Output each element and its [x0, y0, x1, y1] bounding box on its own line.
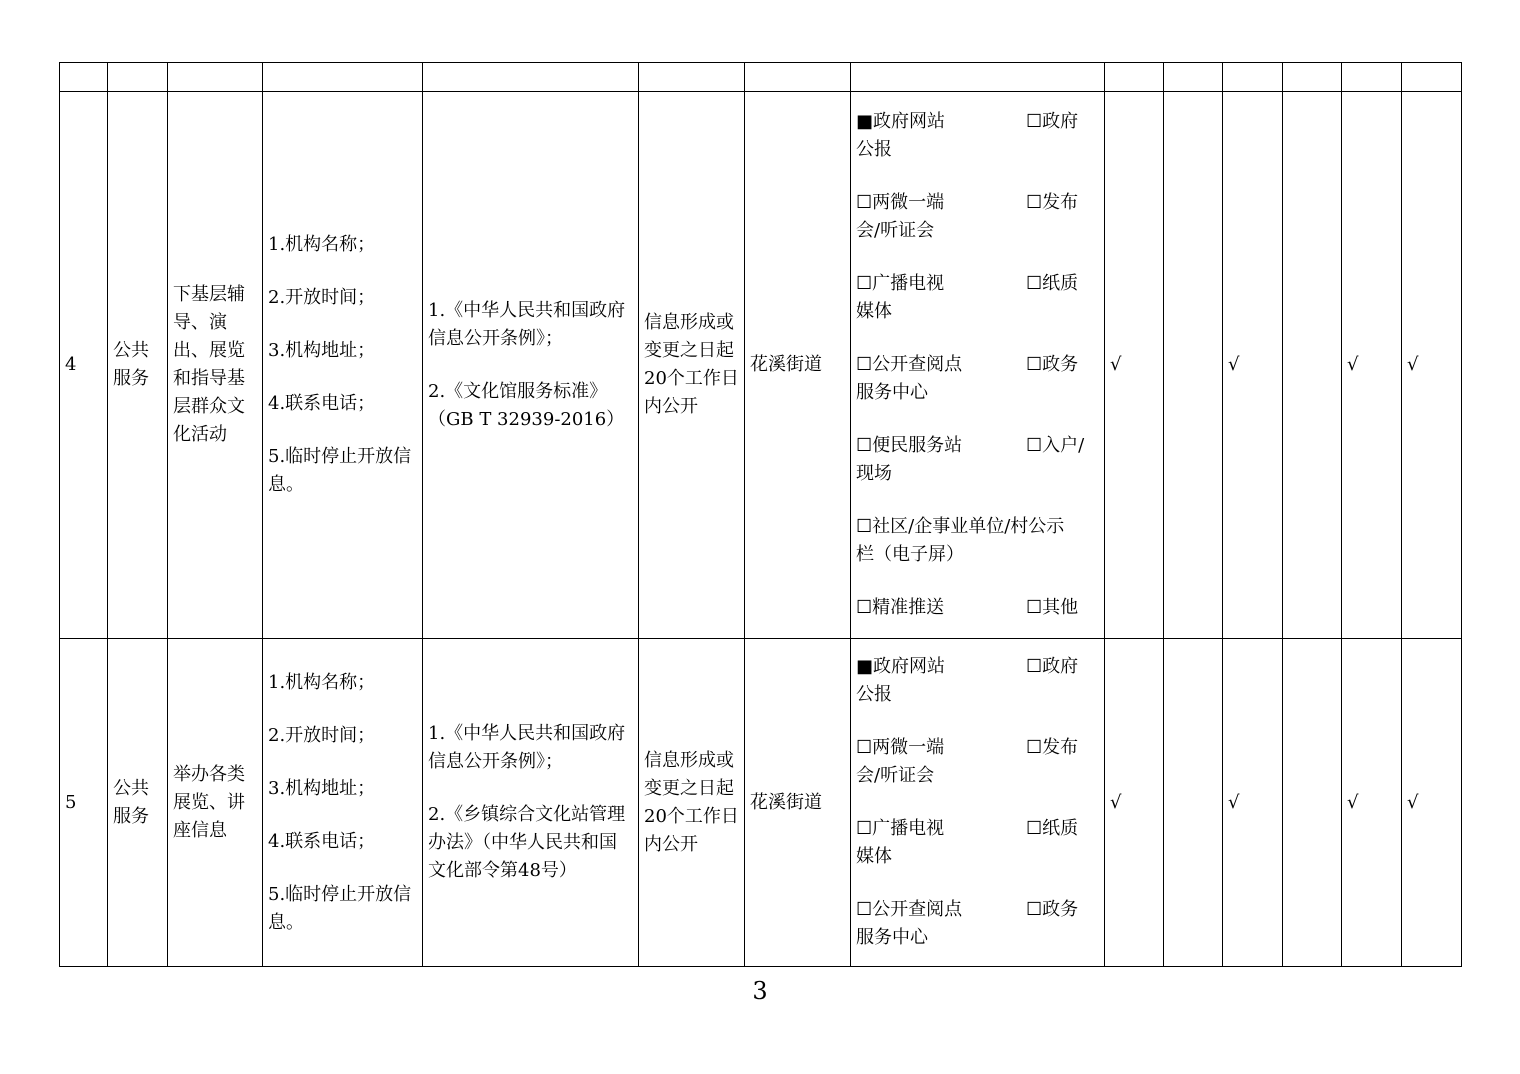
check-mark: √ [1223, 92, 1283, 639]
table-row [60, 92, 1462, 639]
channel-option [856, 189, 1099, 245]
check-mark: √ [1342, 639, 1402, 967]
channel-option [856, 815, 1099, 871]
table-header-row [60, 63, 1462, 92]
channel-left: ☐公开查阅点 [856, 354, 963, 375]
channel-right: ☐发布 [1026, 192, 1079, 213]
subject-cell: 花溪街道 [745, 639, 851, 967]
channel-right: ☐其他 [1026, 597, 1079, 618]
channel-option [856, 513, 1099, 569]
channels-cell [851, 639, 1105, 967]
channel-left: ☐两微一端 [856, 737, 945, 758]
basis-line: 1.《中华人民共和国政府信息公开条例》； [428, 299, 626, 349]
header-cell [60, 63, 108, 92]
content-cell [263, 639, 423, 967]
header-cell [263, 63, 423, 92]
channel-option [856, 594, 1099, 622]
channel-left: ☐广播电视 [856, 273, 945, 294]
check-mark: √ [1342, 92, 1402, 639]
item-cell: 下基层辅导、演出、展览和指导基层群众文化活动 [168, 92, 263, 639]
channel-wrap: 服务中心 [856, 927, 928, 948]
content-line: 1.机构名称； [268, 671, 376, 693]
channel-wrap: 媒体 [856, 301, 892, 322]
check-mark: √ [1223, 639, 1283, 967]
disclosure-table [59, 62, 1462, 967]
header-cell [1402, 63, 1462, 92]
table-row [60, 639, 1462, 967]
content-line: 5.临时停止开放信息。 [268, 883, 412, 933]
content-line: 1.机构名称； [268, 234, 376, 255]
basis-cell [423, 639, 639, 967]
channel-option [856, 432, 1099, 488]
header-cell [1105, 63, 1164, 92]
time-limit-cell: 信息形成或变更之日起20个工作日内公开 [639, 92, 745, 639]
check-mark: √ [1402, 639, 1462, 967]
header-cell [168, 63, 263, 92]
content-line: 5.临时停止开放信息。 [268, 446, 412, 495]
content-line: 3.机构地址； [268, 777, 376, 799]
channel-wrap: 服务中心 [856, 382, 928, 403]
channel-wrap: 会/听证会 [856, 220, 935, 241]
channel-option [856, 734, 1099, 790]
header-cell [108, 63, 168, 92]
channel-left: ☐精准推送 [856, 597, 945, 618]
channels-cell [851, 92, 1105, 639]
channel-left: ☐便民服务站 [856, 435, 963, 456]
channel-left: ☐广播电视 [856, 818, 945, 839]
channel-wrap: 栏（电子屏） [856, 544, 964, 565]
channel-option [856, 108, 1099, 164]
check-mark [1164, 639, 1223, 967]
header-cell [423, 63, 639, 92]
header-cell [1164, 63, 1223, 92]
subject-cell: 花溪街道 [745, 92, 851, 639]
channel-right: ☐政务 [1026, 354, 1079, 375]
channel-left: ☐两微一端 [856, 192, 945, 213]
check-mark [1283, 92, 1342, 639]
header-cell [1283, 63, 1342, 92]
check-mark [1164, 92, 1223, 639]
check-mark: √ [1402, 92, 1462, 639]
header-cell [1223, 63, 1283, 92]
check-mark: √ [1105, 639, 1164, 967]
channel-wrap: 公报 [856, 684, 892, 705]
header-cell [1342, 63, 1402, 92]
content-cell [263, 92, 423, 639]
header-cell [851, 63, 1105, 92]
channel-wrap: 现场 [856, 463, 892, 484]
channel-wrap: 公报 [856, 139, 892, 160]
header-cell [745, 63, 851, 92]
channel-right: ☐政府 [1026, 111, 1079, 132]
channel-wrap: 媒体 [856, 846, 892, 867]
header-cell [639, 63, 745, 92]
channel-right: ☐纸质 [1026, 273, 1079, 294]
channel-left: ■政府网站 [856, 656, 946, 677]
channel-right: ☐发布 [1026, 737, 1079, 758]
channel-wrap: 会/听证会 [856, 765, 935, 786]
row-number: 4 [60, 92, 108, 639]
content-line: 4.联系电话； [268, 830, 376, 852]
item-cell: 举办各类展览、讲座信息 [168, 639, 263, 967]
channel-left: ■政府网站 [856, 111, 946, 132]
channel-right: ☐政务 [1026, 899, 1079, 920]
basis-line: 2.《文化馆服务标准》（GB T 32939-2016） [428, 380, 625, 430]
channel-option [856, 896, 1099, 952]
basis-line: 1.《中华人民共和国政府信息公开条例》； [428, 723, 626, 772]
content-line: 2.开放时间； [268, 287, 376, 308]
channel-left: ☐公开查阅点 [856, 899, 963, 920]
check-mark [1283, 639, 1342, 967]
time-limit-cell: 信息形成或变更之日起20个工作日内公开 [639, 639, 745, 967]
category-cell: 公共服务 [108, 639, 168, 967]
basis-cell [423, 92, 639, 639]
row-number: 5 [60, 639, 108, 967]
channel-right: ☐入户/ [1026, 435, 1085, 456]
channel-right: ☐纸质 [1026, 818, 1079, 839]
content-line: 3.机构地址； [268, 340, 376, 361]
channel-option [856, 653, 1099, 709]
category-cell: 公共服务 [108, 92, 168, 639]
content-line: 4.联系电话； [268, 393, 376, 414]
channel-right: ☐政府 [1026, 656, 1079, 677]
page-number: 3 [752, 977, 768, 1005]
channel-left: ☐社区/企事业单位/村公示 [856, 516, 1065, 537]
content-line: 2.开放时间； [268, 724, 376, 746]
check-mark: √ [1105, 92, 1164, 639]
basis-line: 2.《乡镇综合文化站管理办法》（中华人民共和国文化部令第48号） [428, 804, 626, 881]
channel-option [856, 270, 1099, 326]
channel-option [856, 351, 1099, 407]
